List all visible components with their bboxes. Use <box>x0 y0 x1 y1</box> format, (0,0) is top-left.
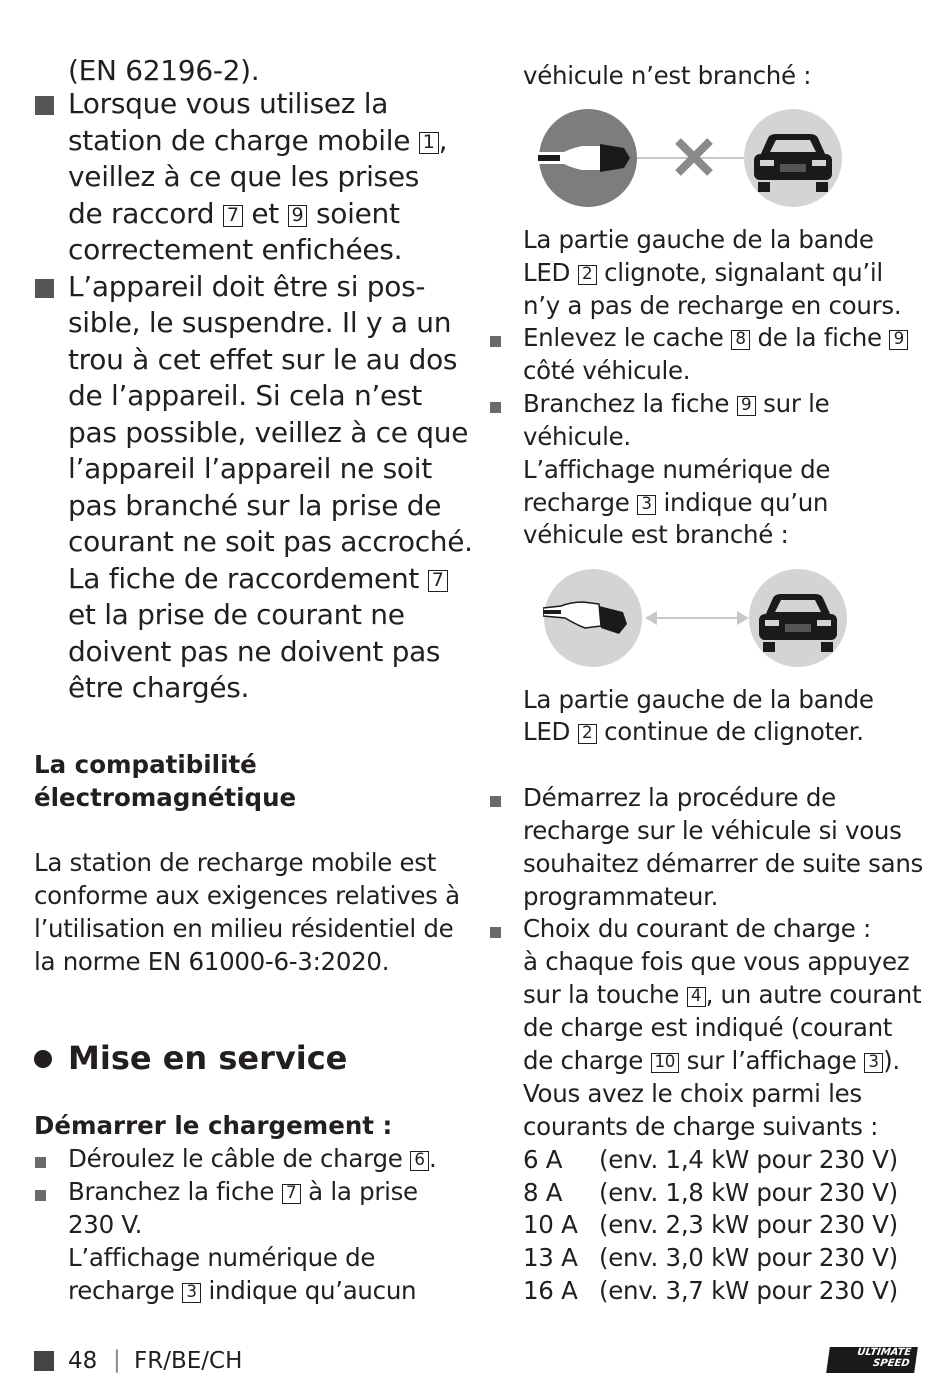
current-row <box>523 1144 898 1177</box>
text-line: correctement enfichées. <box>68 233 403 266</box>
footer-square-icon <box>34 1351 54 1371</box>
text-line: veillez à ce que les prises <box>68 160 420 193</box>
plug-icon <box>543 569 642 667</box>
logo-line: ULTIMATE <box>856 1347 912 1358</box>
text-line: L’affichage numérique de <box>68 1243 376 1272</box>
car-icon <box>749 569 847 667</box>
start-charging-heading: Démarrer le chargement : <box>34 1111 393 1140</box>
current-row <box>523 1177 898 1210</box>
text-line: conforme aux exigences relatives à <box>34 881 460 910</box>
not-connected-illustration <box>538 108 843 210</box>
text-line: l’utilisation en milieu résidentiel de <box>34 914 454 943</box>
footer-locale: FR/BE/CH <box>134 1348 243 1374</box>
text-line: véhicule est branché : <box>523 520 789 549</box>
text-line: trou à cet effet sur le au dos <box>68 343 458 376</box>
text-line: LED 2 continue de clignoter. <box>523 717 864 746</box>
text-line: L’affichage numérique de <box>523 455 831 484</box>
text-line: la norme EN 61000-6-3:2020. <box>34 947 390 976</box>
text-line: et la prise de courant ne <box>68 598 405 631</box>
current-amps: 10 A <box>523 1210 578 1239</box>
bullet-square-icon <box>35 1190 46 1201</box>
text-line: souhaitez démarrer de suite sans <box>523 849 924 878</box>
text-line: Branchez la fiche 7 à la prise <box>68 1177 418 1206</box>
emc-heading-line: électromagnétique <box>34 782 297 812</box>
text-line: LED 2 clignote, signalant qu’il <box>523 258 883 287</box>
ref-number-1: 1 <box>419 132 439 154</box>
section-title: Mise en service <box>68 1039 348 1077</box>
text-line: La fiche de raccordement 7 <box>68 561 448 598</box>
current-amps: 6 A <box>523 1145 563 1174</box>
text-line: sur la touche 4 , un autre courant <box>523 980 922 1009</box>
text-line: véhicule n’est branché : <box>523 61 812 90</box>
text-line: programmateur. <box>523 882 719 911</box>
current-desc: (env. 2,3 kW pour 230 V) <box>599 1210 898 1239</box>
ref-number-3: 3 <box>637 495 656 515</box>
emc-heading <box>34 749 296 815</box>
current-desc: (env. 3,0 kW pour 230 V) <box>599 1243 898 1272</box>
current-amps: 13 A <box>523 1243 578 1272</box>
current-desc: (env. 1,8 kW pour 230 V) <box>599 1178 898 1207</box>
plug-icon <box>538 109 637 207</box>
text-line: de raccord 7 et 9 soient <box>68 197 400 230</box>
ref-number-9: 9 <box>288 205 308 227</box>
footer-separator: | <box>113 1347 121 1373</box>
logo-line: SPEED <box>872 1358 911 1369</box>
current-desc: (env. 1,4 kW pour 230 V) <box>599 1145 898 1174</box>
ref-number-7: 7 <box>282 1184 301 1204</box>
current-desc: (env. 3,7 kW pour 230 V) <box>599 1276 898 1305</box>
car-icon <box>744 109 842 207</box>
text-line: L’appareil doit être si pos- <box>68 270 426 303</box>
bullet-square-icon <box>490 927 501 938</box>
ref-number-8: 8 <box>731 330 750 350</box>
text-line: recharge 3 indique qu’un <box>523 488 829 517</box>
text-line: Choix du courant de charge : <box>523 914 871 943</box>
ref-number-7: 7 <box>428 570 448 592</box>
brand-logo <box>826 1347 918 1373</box>
bullet-dot-icon <box>34 1050 52 1068</box>
bullet-square-icon <box>35 1157 46 1168</box>
current-amps: 16 A <box>523 1276 578 1305</box>
ref-number-9: 9 <box>737 396 756 416</box>
page-number: 48 <box>68 1348 98 1374</box>
ref-number-2: 2 <box>578 265 597 285</box>
bullet-square-icon <box>35 96 54 115</box>
bullet-square-icon <box>490 336 501 347</box>
text-line: à chaque fois que vous appuyez <box>523 947 910 976</box>
bullet-square-icon <box>490 402 501 413</box>
ref-number-2: 2 <box>578 724 597 744</box>
text-line: Vous avez le choix parmi les <box>523 1079 862 1108</box>
text-line: être chargés. <box>68 671 250 704</box>
text-line: Lorsque vous utilisez la <box>68 87 389 120</box>
text-line: La station de recharge mobile est <box>34 848 437 877</box>
text-line: courant ne soit pas accroché. <box>68 525 473 558</box>
text-line: véhicule. <box>523 422 631 451</box>
text-line: n’y a pas de recharge en cours. <box>523 291 902 320</box>
text-line: l’appareil l’appareil ne soit <box>68 452 432 485</box>
current-row <box>523 1209 898 1242</box>
text-line: côté véhicule. <box>523 356 691 385</box>
text-line: Enlevez le cache 8 de la fiche 9 <box>523 322 908 355</box>
current-row <box>523 1275 898 1308</box>
emc-heading-line: La compatibilité <box>34 750 257 779</box>
ref-number-10: 10 <box>651 1053 680 1073</box>
ref-number-7: 7 <box>223 205 243 227</box>
text-line: sible, le suspendre. Il y a un <box>68 306 452 339</box>
current-amps: 8 A <box>523 1178 563 1207</box>
text-line: de charge 10 sur l’affichage 3 ). <box>523 1046 900 1075</box>
current-row <box>523 1242 898 1275</box>
connected-illustration <box>543 568 848 670</box>
ref-number-9: 9 <box>889 330 908 350</box>
text-line: de l’appareil. Si cela n’est <box>68 379 422 412</box>
double-arrow-icon <box>645 611 749 625</box>
text-line: pas possible, veillez à ce que <box>68 416 469 449</box>
bullet-square-icon <box>35 279 54 298</box>
bullet-square-icon <box>490 796 501 807</box>
text-line: La partie gauche de la bande <box>523 685 874 714</box>
text-line: Déroulez le câble de charge 6 . <box>68 1144 437 1173</box>
ref-number-3: 3 <box>864 1053 883 1073</box>
text-line: recharge sur le véhicule si vous <box>523 816 902 845</box>
ref-number-6: 6 <box>410 1151 429 1171</box>
text-line: pas branché sur la prise de <box>68 489 442 522</box>
text-line: 230 V. <box>68 1210 143 1239</box>
text-line: station de charge mobile 1 , <box>68 124 448 157</box>
ref-number-4: 4 <box>687 987 706 1007</box>
text-line: courants de charge suivants : <box>523 1112 879 1141</box>
text-line: doivent pas ne doivent pas <box>68 635 441 668</box>
ref-number-3: 3 <box>182 1283 201 1303</box>
text-line: Démarrez la procédure de <box>523 783 836 812</box>
text-line: recharge 3 indique qu’aucun <box>68 1276 417 1305</box>
text-line: de charge est indiqué (courant <box>523 1013 893 1042</box>
text-line: La partie gauche de la bande <box>523 225 874 254</box>
text-line: (EN 62196-2). <box>68 54 260 87</box>
text-line: Branchez la fiche 9 sur le <box>523 389 830 418</box>
